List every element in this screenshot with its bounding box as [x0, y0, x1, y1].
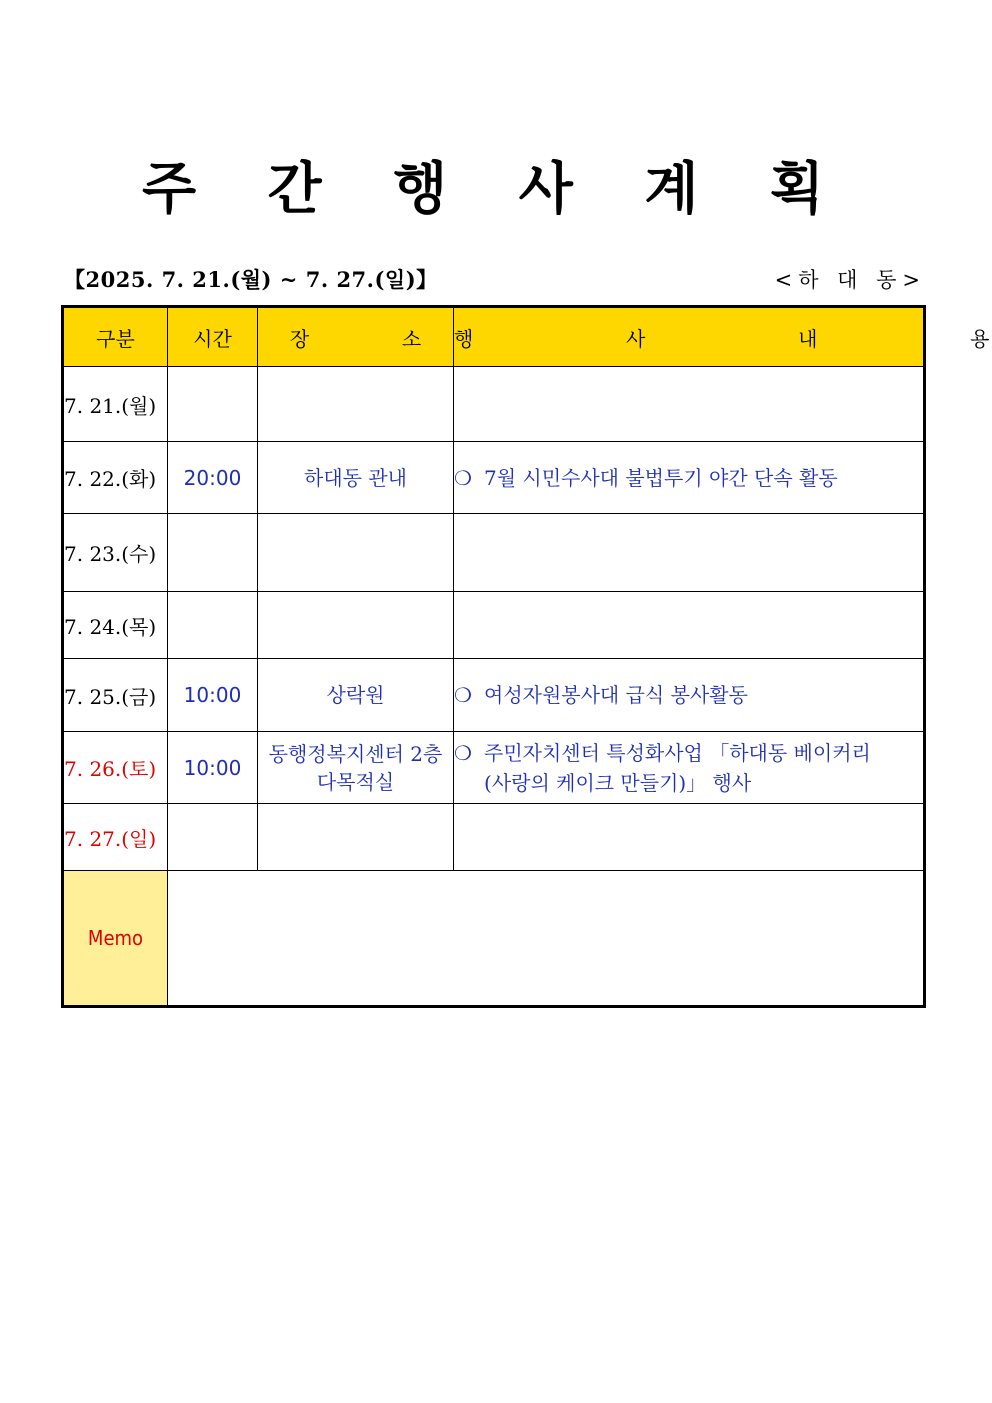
memo-row	[64, 871, 924, 1006]
row-place	[258, 804, 454, 871]
organization-name: <하 대 동>	[774, 268, 926, 292]
row-time: 10:00	[168, 659, 258, 732]
row-day: 7. 27.(일)	[64, 804, 168, 871]
row-place	[258, 592, 454, 659]
table-row	[64, 732, 924, 804]
row-event	[454, 592, 924, 659]
header-content: 행 사 내 용	[454, 308, 924, 367]
table-row	[64, 592, 924, 659]
header-time: 시간	[168, 308, 258, 367]
header-category: 구분	[64, 308, 168, 367]
row-day: 7. 23.(수)	[64, 514, 168, 592]
row-event	[454, 442, 924, 514]
row-place: 상락원	[258, 659, 454, 732]
header-place: 장 소	[258, 308, 454, 367]
event-text: 여성자원봉사대 급식 봉사활동	[484, 683, 748, 707]
row-time	[168, 592, 258, 659]
row-time: 20:00	[168, 442, 258, 514]
memo-area	[168, 871, 924, 1006]
header-row	[64, 308, 924, 367]
row-event	[454, 732, 924, 804]
place-line: 다목적실	[316, 769, 395, 794]
bullet-icon: ❍	[454, 683, 472, 707]
table-row	[64, 804, 924, 871]
table-row	[64, 659, 924, 732]
row-day: 7. 21.(월)	[64, 367, 168, 442]
row-time	[168, 804, 258, 871]
row-day: 7. 26.(토)	[64, 732, 168, 804]
bullet-icon: ❍	[454, 740, 472, 765]
bullet-icon: ❍	[454, 465, 472, 490]
row-day: 7. 22.(화)	[64, 442, 168, 514]
page-title: 주 간 행 사 계 획	[141, 157, 851, 222]
row-time	[168, 367, 258, 442]
row-day: 7. 24.(목)	[64, 592, 168, 659]
row-place: 하대동 관내	[258, 442, 454, 514]
event-text: 7월 시민수사대 불법투기 야간 단속 활동	[484, 465, 838, 490]
period-range: 【2025. 7. 21.(월) ~ 7. 27.(일)】	[64, 267, 438, 292]
place-line: 동행정복지센터 2층	[268, 741, 443, 766]
table-row	[64, 442, 924, 514]
row-place	[258, 514, 454, 592]
table-row	[64, 367, 924, 442]
memo-label: Memo	[64, 871, 168, 1006]
row-event	[454, 659, 924, 732]
row-event	[454, 367, 924, 442]
row-event	[454, 514, 924, 592]
row-time: 10:00	[168, 732, 258, 804]
schedule-table	[63, 307, 990, 1006]
row-event	[454, 804, 924, 871]
row-day: 7. 25.(금)	[64, 659, 168, 732]
event-text: 주민자치센터 특성화사업 「하대동 베이커리	[484, 740, 871, 765]
row-place	[258, 367, 454, 442]
table-row	[64, 514, 924, 592]
row-time	[168, 514, 258, 592]
event-text-continued: (사랑의 케이크 만들기)」 행사	[484, 770, 752, 795]
row-place	[258, 732, 454, 804]
